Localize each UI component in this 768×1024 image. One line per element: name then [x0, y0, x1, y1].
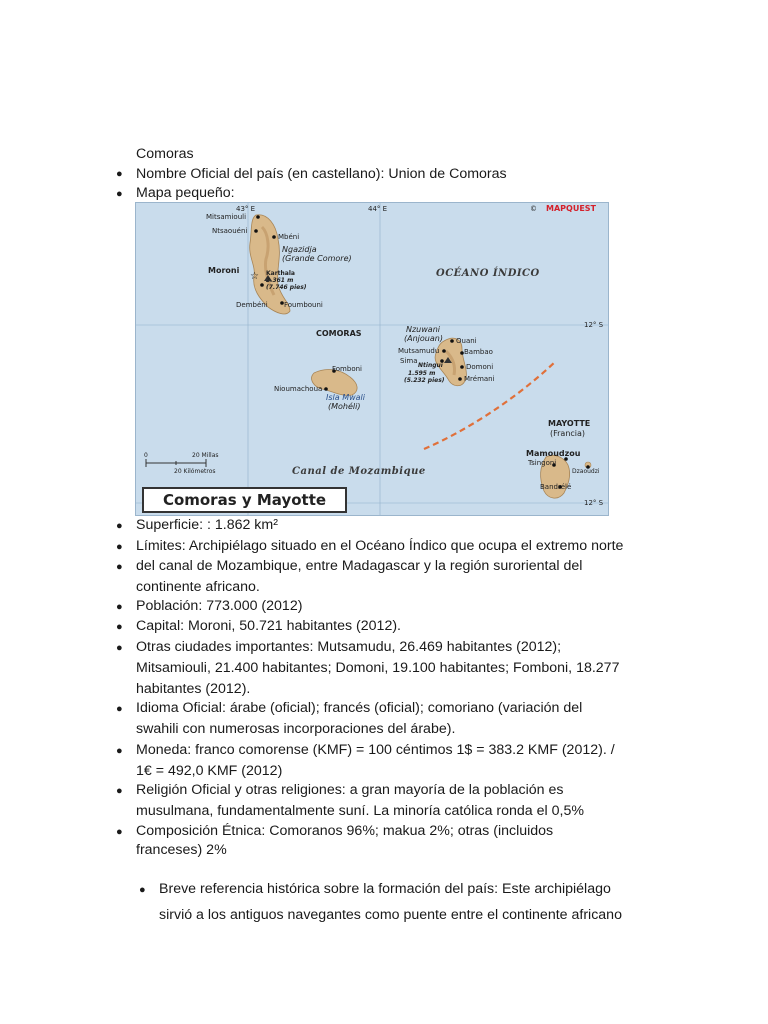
peak-ntingui: Ntingui: [418, 362, 443, 369]
city-bambao: Bambao: [464, 348, 493, 356]
list-item: Capital: Moroni, 50.721 habitantes (2012).: [136, 618, 401, 634]
list-item-nested-cont: sirvió a los antiguos navegantes como puente entre el continente africano: [159, 907, 622, 923]
bullet-icon: ●: [116, 561, 123, 573]
list-item: Religión Oficial y otras religiones: a gran mayoría de la población es: [136, 782, 564, 798]
list-item: Composición Étnica: Comoranos 96%; makua 2%; otras (incluidos: [136, 823, 554, 839]
list-item: Mapa pequeño:: [136, 185, 235, 201]
bullet-icon: ●: [116, 520, 123, 532]
channel-label: Canal de Mozambique: [292, 466, 426, 477]
map-title-box: [142, 487, 347, 513]
city-moroni: Moroni: [208, 266, 240, 275]
island-nzuwani-sub: (Anjouan): [404, 334, 443, 343]
longitude-44-label: 44° E: [368, 205, 388, 213]
island-ngazidja: Ngazidja: [282, 245, 317, 254]
bullet-icon: ●: [116, 541, 123, 553]
bullet-icon: ●: [116, 601, 123, 613]
map-image: [135, 202, 609, 516]
bullet-icon: ●: [116, 621, 123, 633]
list-item: Otras ciudades importantes: Mutsamudu, 26.469 habitantes (2012);: [136, 639, 562, 655]
city-dzaoudzi: Dzaoudzi: [572, 468, 600, 475]
list-item: Población: 773.000 (2012): [136, 598, 303, 614]
city-mremani: Mrémani: [464, 375, 495, 383]
city-nioumachoua: Nioumachoua: [274, 385, 323, 393]
list-item-cont: franceses) 2%: [136, 842, 227, 858]
city-domoni: Domoni: [466, 363, 494, 371]
list-item-cont: musulmana, fundamentalmente suní. La minoría católica ronda el 0,5%: [136, 803, 584, 819]
list-item-nested: Breve referencia histórica sobre la formación del país: Este archipiélago: [159, 881, 611, 897]
bullet-icon: ●: [116, 703, 123, 715]
country-label: COMORAS: [316, 329, 362, 338]
scale-km: 20 Kilómetros: [174, 468, 216, 475]
list-item-cont: swahili con numerosas incorporaciones del árabe).: [136, 721, 456, 737]
bullet-icon: ●: [116, 826, 123, 838]
city-bandrele: Bandrélé: [540, 483, 572, 491]
list-item: del canal de Mozambique, entre Madagascar y la región suroriental del: [136, 558, 583, 574]
latitude-12-label: 12° S: [584, 321, 604, 329]
city-tsingoni: Tsingoni: [528, 459, 557, 467]
peak-ntingui-m: 1.595 m: [408, 370, 436, 377]
longitude-43-label: 43° E: [236, 205, 256, 213]
ocean-label: OCÉANO ÍNDICO: [436, 268, 540, 279]
list-item-cont: Mitsamiouli, 21.400 habitantes; Domoni, 19.100 habitantes; Fomboni, 18.277: [136, 660, 620, 676]
city-mbeni: Mbéni: [278, 233, 300, 241]
map-title: Comoras y Mayotte: [162, 491, 327, 509]
latitude-12-label-bottom: 12° S: [584, 499, 604, 507]
city-ntsaoueni: Ntsaouéni: [212, 227, 248, 235]
city-mutsamudu: Mutsamudu: [398, 347, 440, 355]
peak-ntingui-ft: (5.232 pies): [404, 377, 445, 384]
bullet-icon: ●: [116, 745, 123, 757]
peak-karthala: Karthala: [266, 270, 295, 277]
bullet-icon: ●: [116, 642, 123, 654]
island-nzuwani: Nzuwani: [406, 325, 440, 334]
mayotte-sub-label: (Francia): [550, 429, 586, 438]
list-item: Nombre Oficial del país (en castellano): Union de Comoras: [136, 166, 507, 182]
peak-karthala-m: 2.361 m: [266, 277, 294, 284]
city-foumbouni: Foumbouni: [284, 301, 323, 309]
island-ngazidja-sub: (Grande Comore): [282, 254, 352, 263]
copyright-symbol: ©: [530, 205, 537, 213]
peak-karthala-ft: (7.746 pies): [266, 284, 307, 291]
list-item: Idioma Oficial: árabe (oficial); francés (oficial); comoriano (variación del: [136, 700, 583, 716]
city-sima: Sima: [400, 357, 418, 365]
list-item: Superficie: : 1.862 km²: [136, 517, 278, 533]
list-item-cont: continente africano.: [136, 579, 260, 595]
city-fomboni: Fomboni: [332, 365, 362, 373]
bullet-icon: ●: [139, 884, 146, 896]
doc-heading: Comoras: [136, 146, 194, 162]
scale-zero: 0: [144, 452, 148, 459]
city-mitsamiouli: Mitsamiouli: [206, 213, 247, 221]
bullet-icon: ●: [116, 785, 123, 797]
bullet-icon: ●: [116, 188, 123, 200]
city-mamoudzou: Mamoudzou: [526, 449, 581, 458]
list-item: Límites: Archipiélago situado en el Océano Índico que ocupa el extremo norte: [136, 538, 624, 554]
mapquest-logo: MAPQUEST: [546, 204, 596, 213]
list-item-cont: habitantes (2012).: [136, 681, 251, 697]
scale-miles: 20 Millas: [192, 452, 219, 459]
mayotte-label: MAYOTTE: [548, 419, 591, 428]
bullet-icon: ●: [116, 168, 123, 180]
city-dembeni: Dembéni: [236, 301, 268, 309]
svg-text:☆: ☆: [250, 271, 259, 282]
island-moheli: (Mohéli): [328, 402, 361, 411]
city-ouani: Ouani: [456, 337, 477, 345]
island-mwali: Isla Mwali: [326, 393, 365, 402]
list-item-cont: 1€ = 492,0 KMF (2012): [136, 763, 283, 779]
list-item: Moneda: franco comorense (KMF) = 100 céntimos 1$ = 383.2 KMF (2012). /: [136, 742, 615, 758]
